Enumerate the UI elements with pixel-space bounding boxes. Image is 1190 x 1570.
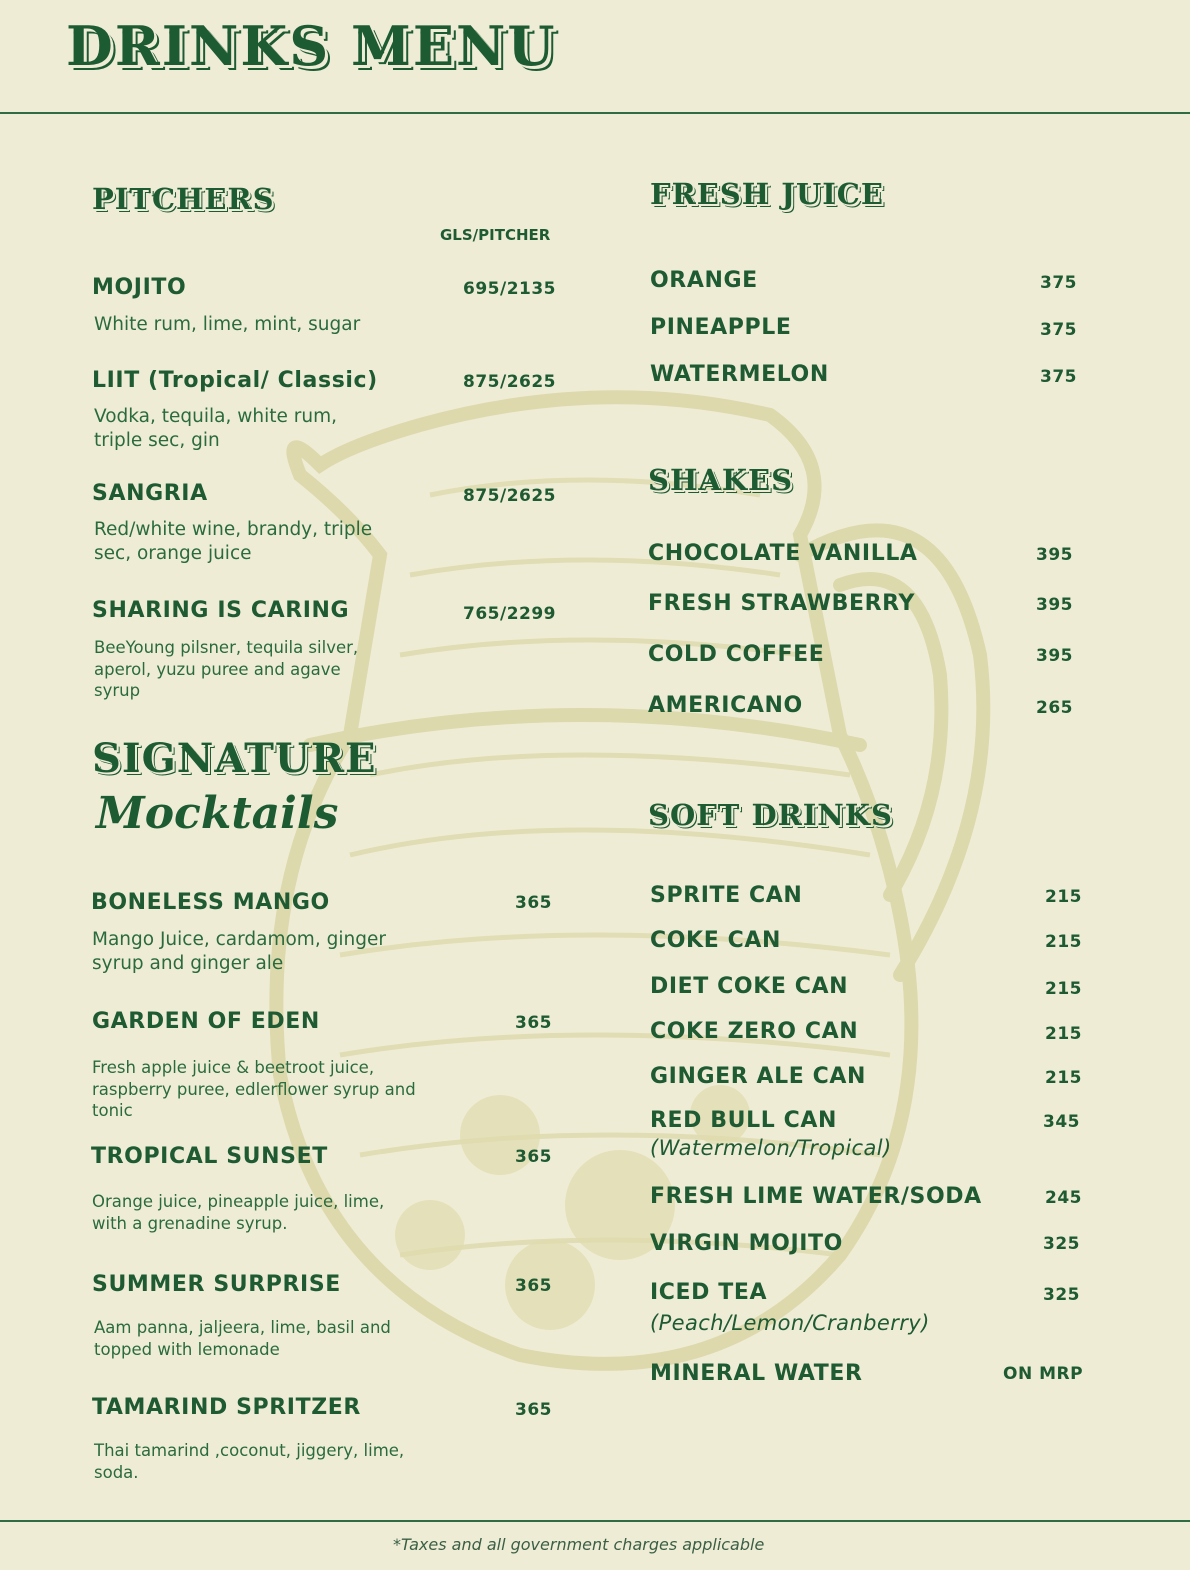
item-name: SHARING IS CARING	[92, 598, 350, 623]
item-variant: (Watermelon/Tropical)	[650, 1136, 892, 1160]
item-price: 365	[515, 1276, 552, 1296]
item-name: CHOCOLATE VANILLA	[648, 541, 918, 566]
item-price: 395	[1036, 646, 1073, 666]
item-name: COKE CAN	[650, 928, 781, 953]
item-name: AMERICANO	[648, 693, 803, 718]
item-price: 395	[1036, 545, 1073, 565]
mocktails-script-heading: Mocktails	[96, 788, 339, 839]
item-name: ORANGE	[650, 268, 758, 293]
item-name: SUMMER SURPRISE	[92, 1272, 341, 1297]
item-price: 875/2625	[463, 486, 557, 506]
item-name: FRESH LIME WATER/SODA	[650, 1184, 982, 1209]
fresh-juice-heading: FRESH JUICE	[650, 177, 884, 211]
item-name: COLD COFFEE	[648, 642, 825, 667]
item-name: RED BULL CAN	[650, 1108, 838, 1133]
item-price: 245	[1045, 1188, 1082, 1208]
item-price: 375	[1040, 320, 1077, 340]
footer-note: *Taxes and all government charges applicable	[393, 1535, 765, 1554]
item-description: BeeYoung pilsner, tequila silver, aperol, yuzu puree and agave syrup	[94, 638, 359, 700]
signature-heading: SIGNATURE	[92, 735, 377, 782]
item-name: FRESH STRAWBERRY	[648, 591, 916, 616]
item-description: Thai tamarind ,coconut, jiggery, lime, soda.	[94, 1441, 405, 1482]
item-price: 325	[1043, 1285, 1080, 1305]
item-price: 215	[1045, 1068, 1082, 1088]
item-description: Aam panna, jaljeera, lime, basil and topped with lemonade	[94, 1318, 391, 1359]
item-name: GINGER ALE CAN	[650, 1064, 867, 1089]
item-name: WATERMELON	[650, 362, 829, 387]
item-description: Red/white wine, brandy, triple sec, orange juice	[94, 519, 373, 564]
item-name: COKE ZERO CAN	[650, 1019, 859, 1044]
shakes-heading: SHAKES	[648, 463, 794, 497]
item-price: 875/2625	[463, 372, 557, 392]
item-description: Fresh apple juice & beetroot juice, raspberry puree, edlerflower syrup and tonic	[92, 1058, 416, 1120]
item-name: SANGRIA	[92, 481, 208, 506]
item-name: SPRITE CAN	[650, 883, 803, 908]
item-name: ICED TEA	[650, 1280, 768, 1305]
pitchers-heading: PITCHERS	[92, 182, 275, 216]
item-name: GARDEN OF EDEN	[92, 1009, 320, 1034]
item-description: Orange juice, pineapple juice, lime, with a grenadine syrup.	[92, 1192, 385, 1233]
item-variant: (Peach/Lemon/Cranberry)	[650, 1311, 930, 1335]
pitchers-column-label: GLS/PITCHER	[440, 226, 551, 244]
item-price: 365	[515, 1400, 552, 1420]
item-name: DIET COKE CAN	[650, 974, 849, 999]
item-price: 215	[1045, 979, 1082, 999]
item-name: LIIT (Tropical/ Classic)	[92, 368, 378, 393]
item-price: 265	[1036, 698, 1073, 718]
item-price: 365	[515, 1013, 552, 1033]
item-price: 695/2135	[463, 279, 557, 299]
item-price: 215	[1045, 887, 1082, 907]
item-price: 215	[1045, 932, 1082, 952]
header-divider	[0, 112, 1190, 114]
item-price: 375	[1040, 367, 1077, 387]
item-price: 765/2299	[463, 604, 557, 624]
item-name: TROPICAL SUNSET	[91, 1144, 328, 1169]
item-price: 375	[1040, 273, 1077, 293]
item-price: 325	[1043, 1234, 1080, 1254]
item-name: PINEAPPLE	[650, 315, 792, 340]
item-description: Vodka, tequila, white rum, triple sec, gin	[94, 406, 337, 451]
item-price: 345	[1043, 1112, 1080, 1132]
item-name: MOJITO	[92, 275, 187, 300]
item-price: ON MRP	[1003, 1364, 1084, 1384]
item-name: VIRGIN MOJITO	[650, 1231, 843, 1256]
footer-divider	[0, 1520, 1190, 1522]
jug-illustration	[200, 355, 1020, 1405]
item-price: 395	[1036, 595, 1073, 615]
item-price: 365	[515, 1147, 552, 1167]
item-price: 215	[1045, 1024, 1082, 1044]
page-title: DRINKS MENU	[66, 14, 557, 78]
item-description: White rum, lime, mint, sugar	[94, 314, 361, 335]
soft-drinks-heading: SOFT DRINKS	[648, 798, 893, 832]
item-description: Mango Juice, cardamom, ginger syrup and ginger ale	[92, 929, 386, 974]
item-name: BONELESS MANGO	[91, 890, 330, 915]
item-price: 365	[515, 893, 552, 913]
item-name: TAMARIND SPRITZER	[92, 1395, 361, 1420]
item-name: MINERAL WATER	[650, 1361, 863, 1386]
